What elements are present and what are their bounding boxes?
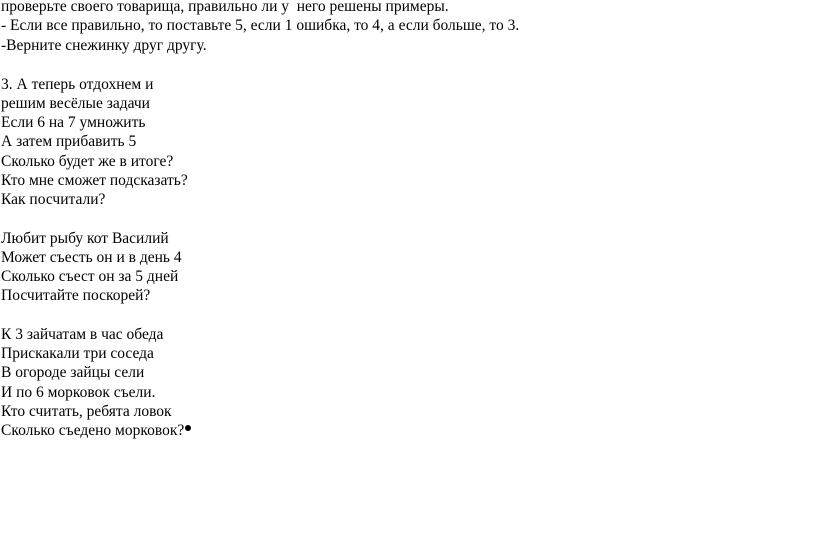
section3-line-5: Сколько будет же в итоге?	[1, 153, 174, 170]
bullet-icon	[185, 425, 191, 431]
poem-rabbits-line-6: Сколько съедено морковок?	[1, 422, 185, 439]
poem-rabbits-last-line	[1, 421, 191, 440]
intro-line-3: -Верните снежинку друг другу.	[1, 37, 207, 54]
section3-line-6: Кто мне сможет подсказать?	[1, 172, 188, 189]
poem-rabbits-line-4: И по 6 морковок съели.	[1, 384, 156, 401]
poem-rabbits-line-3: В огороде зайцы сели	[1, 364, 145, 381]
poem-rabbits-line-2: Прискакали три соседа	[1, 345, 154, 362]
intro-line-2: - Если все правильно, то поставьте 5, если 1 ошибка, то 4, а если больше, то 3.	[1, 17, 520, 34]
poem-rabbits-line-1: К 3 зайчатам в час обеда	[1, 326, 164, 343]
intro-line-1: проверьте своего товарища, правильно ли у него решены примеры.	[1, 0, 449, 15]
poem-cat-line-4: Посчитайте поскорей?	[1, 287, 151, 304]
poem-cat-line-1: Любит рыбу кот Василий	[1, 230, 169, 247]
poem-cat-line-2: Может съесть он и в день 4	[1, 249, 182, 266]
section3-line-1: 3. А теперь отдохнем и	[1, 76, 154, 93]
section3-line-4: А затем прибавить 5	[1, 133, 137, 150]
section3-line-3: Если 6 на 7 умножить	[1, 114, 146, 131]
poem-cat-line-3: Сколько съест он за 5 дней	[1, 268, 179, 285]
section3-line-2: решим весёлые задачи	[1, 95, 150, 112]
section3-line-7: Как посчитали?	[1, 191, 106, 208]
poem-rabbits-line-5: Кто считать, ребята ловок	[1, 403, 172, 420]
